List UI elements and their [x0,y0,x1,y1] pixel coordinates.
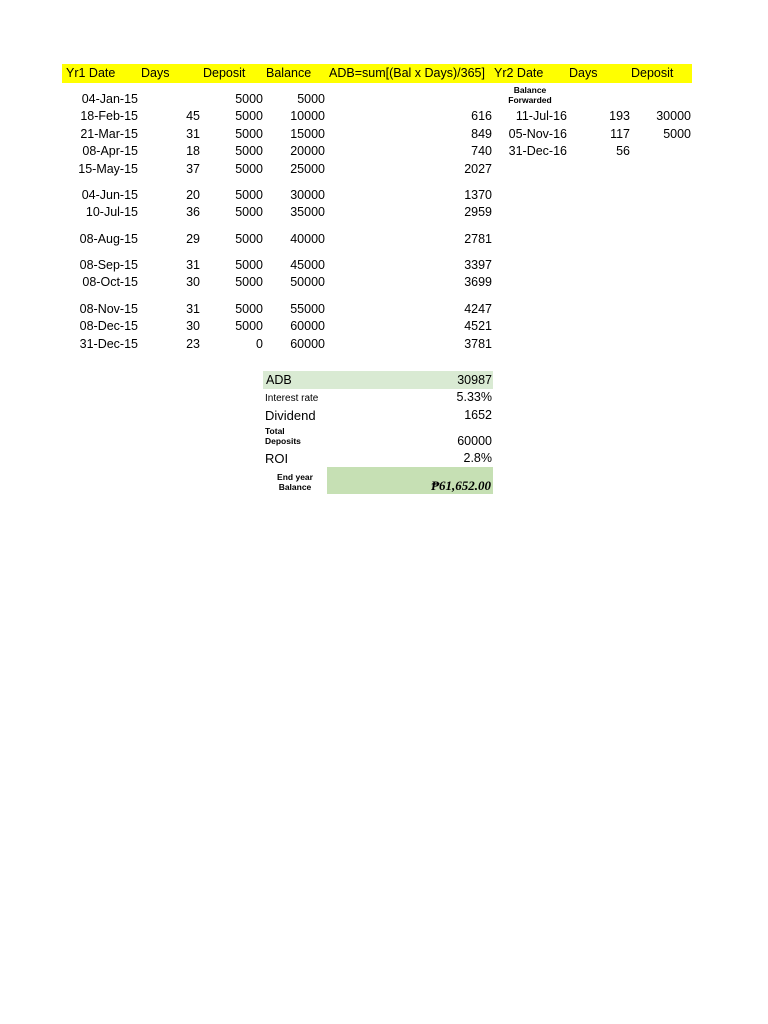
table-row-balance: 40000 [290,232,325,246]
table-row-days: 37 [186,162,200,176]
table-row-balance: 20000 [290,144,325,158]
table-row-balance: 35000 [290,205,325,219]
end-year-balance-value: ₱61,652.00 [431,478,491,493]
table-row-balance: 55000 [290,302,325,316]
table-row-deposit: 0 [256,337,263,351]
table-row-days: 31 [186,302,200,316]
header-yr2-date: Yr2 Date [494,66,544,80]
table-row-adb: 2959 [464,205,492,219]
table-row-date: 18-Feb-15 [80,109,138,123]
table-row-balance: 45000 [290,258,325,272]
roi-label: ROI [265,451,289,466]
yr2-row-deposit: 30000 [656,109,691,123]
table-row-balance: 25000 [290,162,325,176]
table-row-days: 31 [186,127,200,141]
table-row-days: 30 [186,275,200,289]
header-deposit: Deposit [203,66,246,80]
table-row-deposit: 5000 [235,205,263,219]
table-row-adb: 4521 [464,319,492,333]
table-row-deposit: 5000 [235,319,263,333]
table-row-date: 31-Dec-15 [79,337,138,351]
table-row-adb: 3397 [464,258,492,272]
adb-label: ADB [266,373,292,387]
interest-rate-value: 5.33% [456,390,492,404]
interest-rate-label: Interest rate [265,393,319,404]
table-row-date: 15-May-15 [78,162,138,176]
table-row-date: 08-Nov-15 [79,302,138,316]
yr2-row-date: 05-Nov-16 [508,127,567,141]
header-days: Days [141,66,170,80]
table-row-days: 31 [186,258,200,272]
table-row-balance: 5000 [297,92,325,106]
header-adb-formula: ADB=sum[(Bal x Days)/365] [329,66,485,80]
table-row-date: 08-Aug-15 [79,232,138,246]
table-row-date: 10-Jul-15 [85,205,138,219]
table-row-adb: 616 [471,109,492,123]
table-row-balance: 60000 [290,319,325,333]
table-row-deposit: 5000 [235,258,263,272]
dividend-value: 1652 [464,408,492,422]
header-balance: Balance [266,66,312,80]
table-row-deposit: 5000 [235,302,263,316]
yr2-row-date: 11-Jul-16 [515,109,567,123]
table-row-days: 18 [186,144,200,158]
table-row-adb: 3699 [464,275,492,289]
table-row-adb: 3781 [464,337,492,351]
table-row-days: 20 [186,188,200,202]
table-row-days: 45 [186,109,200,123]
table-row-adb: 4247 [464,302,492,316]
yr2-row-date: 31-Dec-16 [508,144,567,158]
yr2-row-deposit: 5000 [663,127,691,141]
table-row-deposit: 5000 [235,144,263,158]
table-row-date: 04-Jun-15 [81,188,138,202]
table-row-date: 08-Apr-15 [82,144,138,158]
table-row-date: 08-Oct-15 [82,275,138,289]
table-row-balance: 50000 [290,275,325,289]
table-row-adb: 2027 [464,162,492,176]
end-year-balance-label: End year Balance [277,472,313,492]
total-deposits-label: Total Deposits [265,426,301,446]
table-row-date: 21-Mar-15 [80,127,138,141]
dividend-label: Dividend [265,408,316,423]
table-row-adb: 1370 [464,188,492,202]
header-yr2-days: Days [569,66,598,80]
table-row-adb: 2781 [464,232,492,246]
header-yr1-date: Yr1 Date [66,66,116,80]
yr2-row-days: 117 [610,127,630,141]
table-row-deposit: 5000 [235,232,263,246]
table-row-deposit: 5000 [235,162,263,176]
table-row-days: 29 [186,232,200,246]
roi-value: 2.8% [463,451,492,465]
table-row-deposit: 5000 [235,188,263,202]
table-row-days: 30 [186,319,200,333]
table-row-adb: 740 [471,144,492,158]
table-row-days: 36 [186,205,200,219]
header-yr2-deposit: Deposit [631,66,674,80]
yr2-row-days: 193 [609,109,630,123]
table-row-days: 23 [186,337,200,351]
table-row-deposit: 5000 [235,127,263,141]
table-row-balance: 15000 [290,127,325,141]
table-row-adb: 849 [471,127,492,141]
table-row-deposit: 5000 [235,275,263,289]
total-deposits-value: 60000 [457,434,492,448]
balance-forwarded-label: Balance Forwarded [508,85,552,105]
table-row-balance: 30000 [290,188,325,202]
table-row-deposit: 5000 [235,109,263,123]
adb-value: 30987 [457,373,492,387]
table-row-date: 04-Jan-15 [81,92,138,106]
table-row-balance: 60000 [290,337,325,351]
table-row-balance: 10000 [290,109,325,123]
yr2-row-days: 56 [616,144,630,158]
table-row-date: 08-Dec-15 [79,319,138,333]
table-row-date: 08-Sep-15 [79,258,138,272]
table-row-deposit: 5000 [235,92,263,106]
